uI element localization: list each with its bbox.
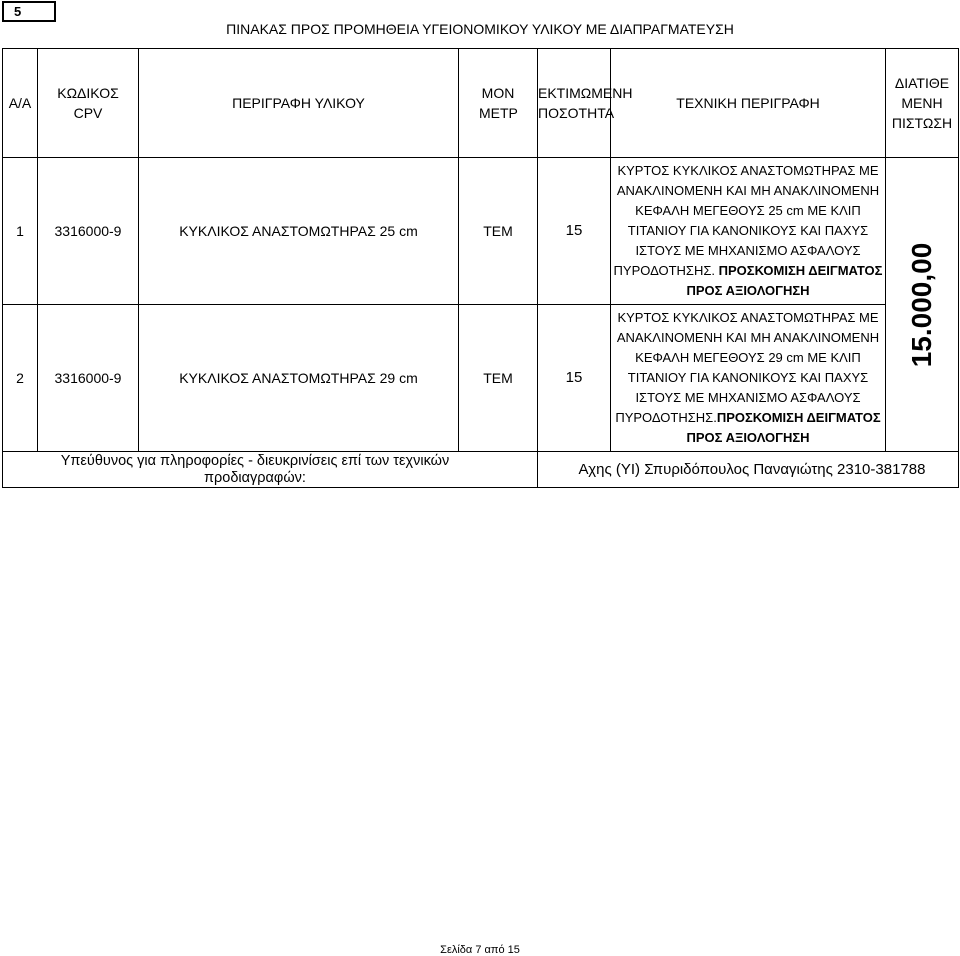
- page-marker-box: 5: [2, 1, 56, 22]
- row-quantity: 15: [538, 305, 611, 452]
- row-unit: ΤΕΜ: [459, 158, 538, 305]
- footer-row: [3, 452, 959, 488]
- table-row: [3, 158, 959, 305]
- row-aa: 1: [3, 158, 38, 305]
- budget-cell: [886, 158, 959, 452]
- footer-label: Υπεύθυνος για πληροφορίες - διευκρινίσεις επί των τεχνικών προδιαγραφών:: [3, 452, 538, 488]
- header-row: [3, 49, 959, 158]
- header-cpv: ΚΩΔΙΚΟΣ CPV: [38, 49, 139, 158]
- row-aa: 2: [3, 305, 38, 452]
- row-quantity: 15: [538, 158, 611, 305]
- document-title: ΠΙΝΑΚΑΣ ΠΡΟΣ ΠΡΟΜΗΘΕΙΑ ΥΓΕΙΟΝΟΜΙΚΟΥ ΥΛΙΚΟΥ ΜΕ ΔΙΑΠΡΑΓΜΑΤΕΥΣΗ: [226, 21, 734, 37]
- tech-text: ΚΥΡΤΟΣ ΚΥΚΛΙΚΟΣ ΑΝΑΣΤΟΜΩΤΗΡΑΣ ΜΕ ΑΝΑΚΛΙΝΟΜΕΝΗ ΚΑΙ ΜΗ ΑΝΑΚΛΙΝΟΜΕΝΗ ΚΕΦΑΛΗ ΜΕΓΕΘΟΥΣ 29 cm ΜΕ ΚΛΙΠ ΤΙΤΑΝΙΟΥ ΓΙΑ ΚΑΝΟΝΙΚΟΥΣ ΚΑΙ ΠΑΧΥΣ ΙΣΤΟΥΣ ΜΕ ΜΗΧΑΝΙΣΜΟ ΑΣΦΑΛΟΥΣ ΠΥΡΟΔΟΤΗΣΗΣ.: [615, 310, 880, 425]
- row-technical-description: [611, 305, 886, 452]
- row-cpv: 3316000-9: [38, 305, 139, 452]
- header-unit: ΜΟΝ ΜΕΤΡ: [459, 49, 538, 158]
- row-cpv: 3316000-9: [38, 158, 139, 305]
- tech-text: ΚΥΡΤΟΣ ΚΥΚΛΙΚΟΣ ΑΝΑΣΤΟΜΩΤΗΡΑΣ ΜΕ ΑΝΑΚΛΙΝΟΜΕΝΗ ΚΑΙ ΜΗ ΑΝΑΚΛΙΝΟΜΕΝΗ ΚΕΦΑΛΗ ΜΕΓΕΘΟΥΣ 25 cm ΜΕ ΚΛΙΠ ΤΙΤΑΝΙΟΥ ΓΙΑ ΚΑΝΟΝΙΚΟΥΣ ΚΑΙ ΠΑΧΥΣ ΙΣΤΟΥΣ ΜΕ ΜΗΧΑΝΙΣΜΟ ΑΣΦΑΛΟΥΣ ΠΥΡΟΔΟΤΗΣΗΣ.: [613, 163, 880, 278]
- header-aa: Α/Α: [3, 49, 38, 158]
- table-row: [3, 305, 959, 452]
- tech-sample-note: ΠΡΟΣΚΟΜΙΣΗ ΔΕΙΓΜΑΤΟΣ ΠΡΟΣ ΑΞΙΟΛΟΓΗΣΗ: [686, 263, 883, 298]
- budget-value: 15.000,00: [906, 242, 937, 367]
- header-description: ΠΕΡΙΓΡΑΦΗ ΥΛΙΚΟΥ: [139, 49, 459, 158]
- page-number: Σελίδα 7 από 15: [440, 944, 520, 956]
- header-budget: ΔΙΑΤΙΘΕ ΜΕΝΗ ΠΙΣΤΩΣΗ: [886, 49, 959, 158]
- footer-contact: Αχης (ΥΙ) Σπυριδόπουλος Παναγιώτης 2310-381788: [538, 452, 959, 488]
- row-description: ΚΥΚΛΙΚΟΣ ΑΝΑΣΤΟΜΩΤΗΡΑΣ 25 cm: [139, 158, 459, 305]
- procurement-table: [2, 48, 959, 488]
- row-technical-description: [611, 158, 886, 305]
- header-technical-description: ΤΕΧΝΙΚΗ ΠΕΡΙΓΡΑΦΗ: [611, 49, 886, 158]
- row-unit: ΤΕΜ: [459, 305, 538, 452]
- tech-sample-note: ΠΡΟΣΚΟΜΙΣΗ ΔΕΙΓΜΑΤΟΣ ΠΡΟΣ ΑΞΙΟΛΟΓΗΣΗ: [686, 410, 881, 445]
- row-description: ΚΥΚΛΙΚΟΣ ΑΝΑΣΤΟΜΩΤΗΡΑΣ 29 cm: [139, 305, 459, 452]
- header-quantity: ΕΚΤΙΜΩΜΕΝΗ ΠΟΣΟΤΗΤΑ: [538, 49, 611, 158]
